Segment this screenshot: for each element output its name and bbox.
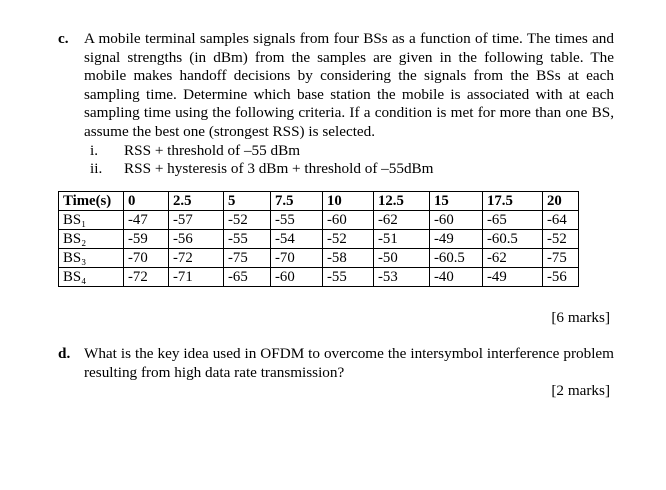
table-header-row <box>59 192 579 211</box>
question-c-marks: [6 marks] <box>551 309 610 326</box>
question-d-label: d. <box>58 345 71 362</box>
table-cell: -49 <box>430 230 483 249</box>
table-cell: -55 <box>224 230 271 249</box>
table-row <box>59 230 579 249</box>
criterion-number: ii. <box>90 160 103 178</box>
table-cell: -70 <box>124 249 169 268</box>
table-cell: -52 <box>224 211 271 230</box>
table-cell: -55 <box>323 268 374 287</box>
table-header-cell: 20 <box>543 192 579 211</box>
table-cell: -59 <box>124 230 169 249</box>
table-cell: -62 <box>483 249 543 268</box>
table-header-cell: 15 <box>430 192 483 211</box>
table-cell: -65 <box>483 211 543 230</box>
criterion-text: RSS + threshold of –55 dBm <box>124 141 301 159</box>
row-label: BS₃ <box>59 249 124 268</box>
table-cell: -55 <box>271 211 323 230</box>
table-cell: -49 <box>483 268 543 287</box>
table-cell: -40 <box>430 268 483 287</box>
table-cell: -72 <box>169 249 224 268</box>
criterion-number: i. <box>90 141 99 159</box>
table-header-cell: 12.5 <box>374 192 430 211</box>
row-label: BS₂ <box>59 230 124 249</box>
table-row <box>59 211 579 230</box>
row-label: BS₄ <box>59 268 124 287</box>
question-c-label: c. <box>58 30 69 47</box>
table-cell: -60.5 <box>430 249 483 268</box>
table-row <box>59 249 579 268</box>
table-header-cell: 0 <box>124 192 169 211</box>
table-cell: -60 <box>430 211 483 230</box>
criterion-item <box>90 160 614 179</box>
question-d-marks: [2 marks] <box>551 382 610 399</box>
table-header-cell: 17.5 <box>483 192 543 211</box>
question-c-text: A mobile terminal samples signals from four BSs as a function of time. The times and signal strengths (in dBm) from the samples are given in the following table. The mobile makes handoff decisions by considering the signals from the BSs at each sampling time. Determine which base station the mobile is associated with at each sampling time using the following criteria. If a condition is met for more than one BS, assume the best one (strongest RSS) is selected. <box>84 30 614 140</box>
table-cell: -56 <box>169 230 224 249</box>
table-cell: -52 <box>323 230 374 249</box>
table-cell: -75 <box>543 249 579 268</box>
table-cell: -75 <box>224 249 271 268</box>
table-cell: -60.5 <box>483 230 543 249</box>
table-header-cell: 5 <box>224 192 271 211</box>
table-cell: -60 <box>271 268 323 287</box>
criterion-text: RSS + hysteresis of 3 dBm + threshold of –55dBm <box>124 160 434 178</box>
table-cell: -57 <box>169 211 224 230</box>
question-d-text: What is the key idea used in OFDM to overcome the intersymbol interference problem resulting from high data rate transmission? <box>84 345 614 381</box>
criteria-list <box>90 142 614 179</box>
question-c <box>58 30 614 179</box>
row-label: BS₁ <box>59 211 124 230</box>
table-header-cell: 7.5 <box>271 192 323 211</box>
table-cell: -58 <box>323 249 374 268</box>
table-row <box>59 268 579 287</box>
table-cell: -56 <box>543 268 579 287</box>
table-cell: -70 <box>271 249 323 268</box>
table-cell: -65 <box>224 268 271 287</box>
table-cell: -50 <box>374 249 430 268</box>
table-cell: -62 <box>374 211 430 230</box>
table-cell: -64 <box>543 211 579 230</box>
table-cell: -47 <box>124 211 169 230</box>
table-cell: -51 <box>374 230 430 249</box>
table-cell: -72 <box>124 268 169 287</box>
table-header-cell: Time(s) <box>59 192 124 211</box>
table-cell: -71 <box>169 268 224 287</box>
table-header-cell: 10 <box>323 192 374 211</box>
table-cell: -53 <box>374 268 430 287</box>
signal-strength-table <box>58 191 579 287</box>
table-cell: -60 <box>323 211 374 230</box>
criterion-item <box>90 142 614 161</box>
table-cell: -52 <box>543 230 579 249</box>
table-header-cell: 2.5 <box>169 192 224 211</box>
question-d <box>58 345 614 382</box>
table-cell: -54 <box>271 230 323 249</box>
